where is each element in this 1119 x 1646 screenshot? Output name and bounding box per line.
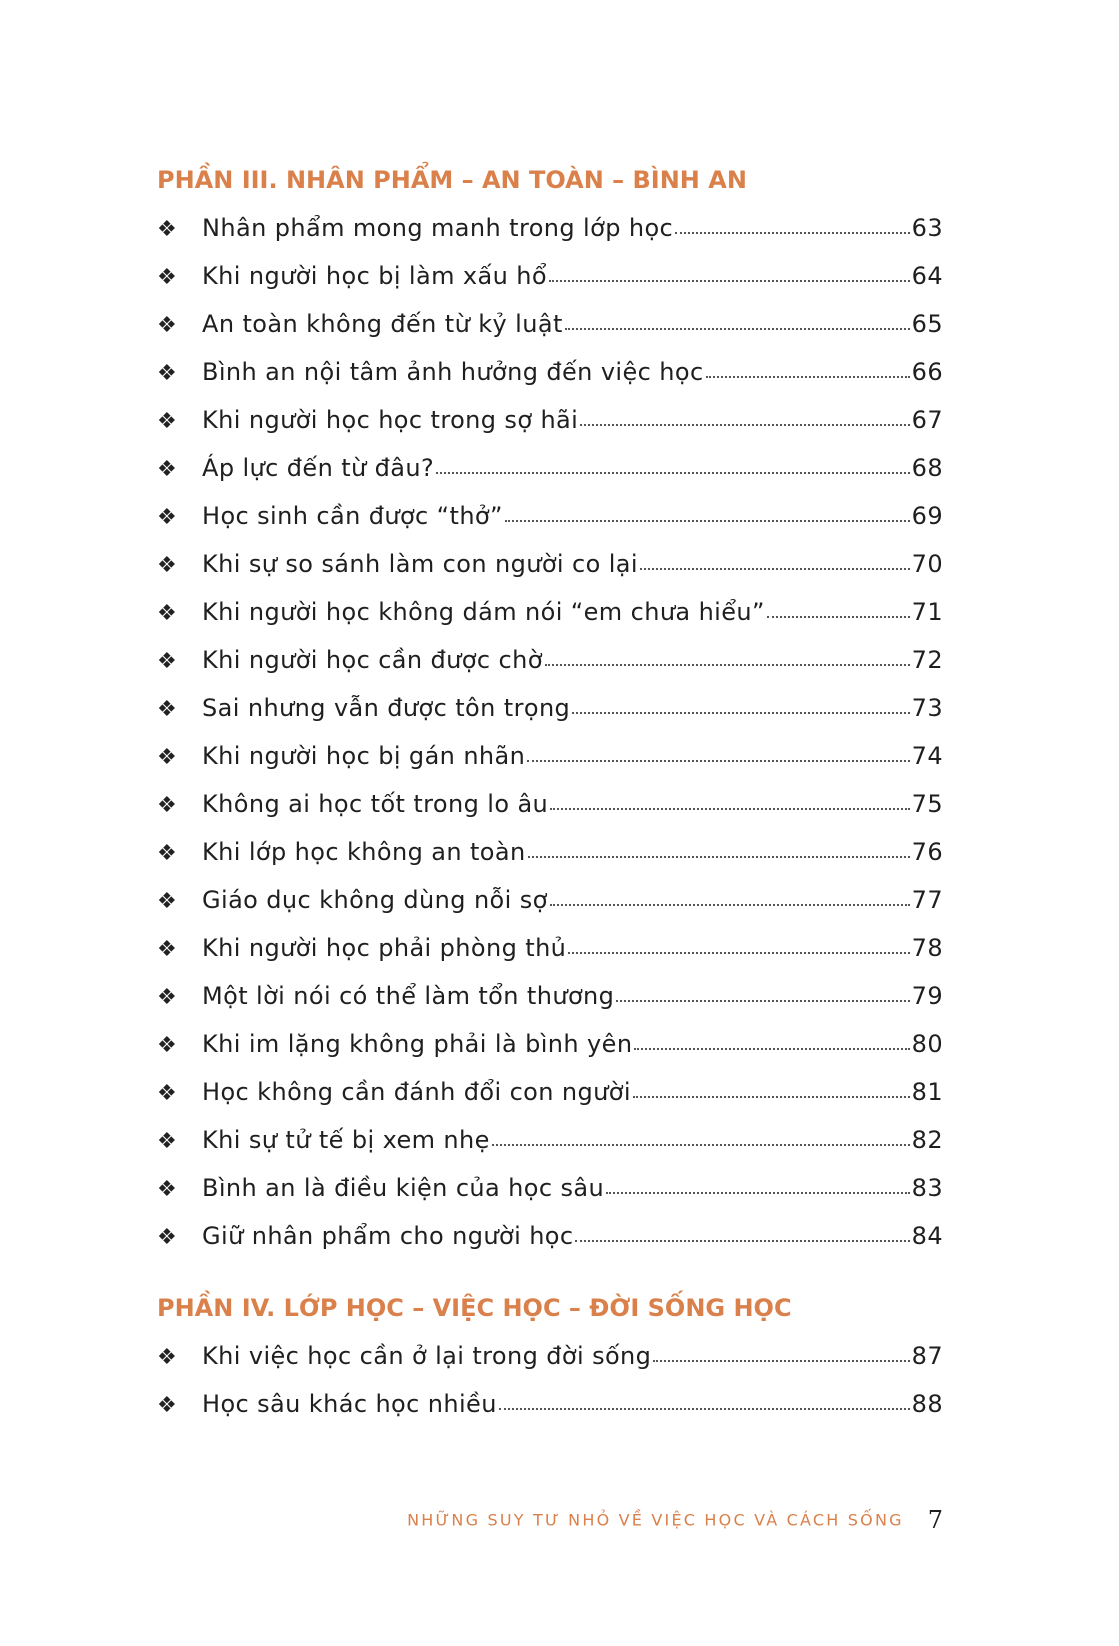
entry-page-number: 70 — [911, 550, 943, 578]
bullet-icon: ❖ — [157, 841, 178, 866]
entry-title: Khi sự tử tế bị xem nhẹ — [202, 1126, 490, 1154]
dot-leader — [606, 1192, 910, 1194]
dot-leader — [436, 472, 909, 474]
toc-entry — [157, 444, 943, 492]
bullet-icon: ❖ — [157, 217, 178, 242]
dot-leader — [634, 1048, 909, 1050]
toc-entry — [157, 924, 943, 972]
bullet-icon: ❖ — [157, 265, 178, 290]
toc-entry — [157, 348, 943, 396]
bullet-icon: ❖ — [157, 1081, 178, 1106]
bullet-icon: ❖ — [157, 793, 178, 818]
dot-leader — [616, 1000, 909, 1002]
bullet-icon: ❖ — [157, 937, 178, 962]
toc-section-part-4 — [157, 1288, 943, 1428]
bullet-icon: ❖ — [157, 409, 178, 434]
entry-page-number: 64 — [911, 262, 943, 290]
section-title: PHẦN III. NHÂN PHẨM – AN TOÀN – BÌNH AN — [157, 166, 747, 194]
bullet-icon: ❖ — [157, 1393, 178, 1418]
toc-entry — [157, 1164, 943, 1212]
entry-title: Khi im lặng không phải là bình yên — [202, 1030, 633, 1058]
toc-entry — [157, 1212, 943, 1260]
bullet-icon: ❖ — [157, 697, 178, 722]
running-title: NHỮNG SUY TƯ NHỎ VỀ VIỆC HỌC VÀ CÁCH SỐNG — [407, 1510, 904, 1530]
entry-page-number: 82 — [911, 1126, 943, 1154]
entry-page-number: 88 — [911, 1390, 943, 1418]
toc-entry — [157, 684, 943, 732]
toc-entry — [157, 396, 943, 444]
dot-leader — [565, 328, 910, 330]
toc-entry — [157, 492, 943, 540]
toc-entry — [157, 1116, 943, 1164]
bullet-icon: ❖ — [157, 745, 178, 770]
entry-page-number: 79 — [911, 982, 943, 1010]
bullet-icon: ❖ — [157, 889, 178, 914]
entry-title: Bình an là điều kiện của học sâu — [202, 1174, 605, 1202]
page-number: 7 — [927, 1506, 943, 1534]
toc-entry — [157, 636, 943, 684]
bullet-icon: ❖ — [157, 1345, 178, 1370]
toc-entry — [157, 1020, 943, 1068]
entry-title: Giáo dục không dùng nỗi sợ — [202, 886, 548, 914]
entry-page-number: 72 — [911, 646, 943, 674]
dot-leader — [527, 760, 909, 762]
bullet-icon: ❖ — [157, 649, 178, 674]
entry-title: Học sâu khác học nhiều — [202, 1390, 497, 1418]
bullet-icon: ❖ — [157, 361, 178, 386]
entry-title: Áp lực đến từ đâu? — [202, 454, 435, 482]
bullet-icon: ❖ — [157, 1033, 178, 1058]
entry-title: Học sinh cần được “thở” — [202, 502, 503, 530]
dot-leader — [492, 1144, 910, 1146]
entry-page-number: 84 — [911, 1222, 943, 1250]
toc-list — [157, 1332, 943, 1428]
entry-title: Bình an nội tâm ảnh hưởng đến việc học — [202, 358, 704, 386]
entry-title: Khi người học bị làm xấu hổ — [202, 262, 547, 290]
toc-entry — [157, 1380, 943, 1428]
dot-leader — [568, 952, 909, 954]
toc-entry — [157, 972, 943, 1020]
entry-page-number: 83 — [911, 1174, 943, 1202]
toc-entry — [157, 540, 943, 588]
entry-title: Nhân phẩm mong manh trong lớp học — [202, 214, 674, 242]
entry-page-number: 73 — [911, 694, 943, 722]
toc-entry — [157, 780, 943, 828]
dot-leader — [528, 856, 910, 858]
entry-title: Khi người học bị gán nhãn — [202, 742, 526, 770]
entry-page-number: 77 — [911, 886, 943, 914]
page-footer — [0, 1506, 943, 1534]
entry-title: Khi lớp học không an toàn — [202, 838, 526, 866]
bullet-icon: ❖ — [157, 1177, 178, 1202]
toc-entry — [157, 300, 943, 348]
toc-entry — [157, 588, 943, 636]
entry-page-number: 80 — [911, 1030, 943, 1058]
dot-leader — [706, 376, 910, 378]
dot-leader — [572, 712, 909, 714]
entry-page-number: 71 — [911, 598, 943, 626]
dot-leader — [505, 520, 910, 522]
toc-entry — [157, 1068, 943, 1116]
entry-page-number: 65 — [911, 310, 943, 338]
dot-leader — [767, 616, 910, 618]
dot-leader — [499, 1408, 910, 1410]
toc-entry — [157, 204, 943, 252]
entry-title: Khi người học cần được chờ — [202, 646, 543, 674]
entry-page-number: 69 — [911, 502, 943, 530]
entry-title: Khi sự so sánh làm con người co lại — [202, 550, 638, 578]
entry-title: Khi người học không dám nói “em chưa hiểu” — [202, 598, 765, 626]
entry-title: An toàn không đến từ kỷ luật — [202, 310, 563, 338]
entry-page-number: 63 — [911, 214, 943, 242]
entry-page-number: 81 — [911, 1078, 943, 1106]
entry-title: Không ai học tốt trong lo âu — [202, 790, 549, 818]
entry-page-number: 76 — [911, 838, 943, 866]
entry-title: Khi việc học cần ở lại trong đời sống — [202, 1342, 652, 1370]
dot-leader — [550, 904, 910, 906]
bullet-icon: ❖ — [157, 313, 178, 338]
bullet-icon: ❖ — [157, 1129, 178, 1154]
dot-leader — [580, 424, 909, 426]
dot-leader — [675, 232, 909, 234]
bullet-icon: ❖ — [157, 553, 178, 578]
entry-title: Khi người học phải phòng thủ — [202, 934, 567, 962]
toc-entry — [157, 1332, 943, 1380]
entry-title: Sai nhưng vẫn được tôn trọng — [202, 694, 571, 722]
entry-page-number: 67 — [911, 406, 943, 434]
toc-entry — [157, 732, 943, 780]
dot-leader — [550, 808, 909, 810]
bullet-icon: ❖ — [157, 601, 178, 626]
dot-leader — [575, 1240, 909, 1242]
toc-entry — [157, 828, 943, 876]
toc-entry — [157, 252, 943, 300]
toc-entry — [157, 876, 943, 924]
entry-page-number: 74 — [911, 742, 943, 770]
entry-page-number: 87 — [911, 1342, 943, 1370]
dot-leader — [549, 280, 910, 282]
dot-leader — [545, 664, 910, 666]
entry-title: Giữ nhân phẩm cho người học — [202, 1222, 574, 1250]
entry-page-number: 68 — [911, 454, 943, 482]
dot-leader — [640, 568, 910, 570]
toc-section-part-3 — [157, 160, 943, 1260]
entry-title: Một lời nói có thể làm tổn thương — [202, 982, 615, 1010]
entry-page-number: 78 — [911, 934, 943, 962]
entry-page-number: 75 — [911, 790, 943, 818]
section-title: PHẦN IV. LỚP HỌC – VIỆC HỌC – ĐỜI SỐNG HỌC — [157, 1294, 792, 1322]
entry-page-number: 66 — [911, 358, 943, 386]
bullet-icon: ❖ — [157, 505, 178, 530]
bullet-icon: ❖ — [157, 457, 178, 482]
bullet-icon: ❖ — [157, 985, 178, 1010]
bullet-icon: ❖ — [157, 1225, 178, 1250]
entry-title: Khi người học học trong sợ hãi — [202, 406, 579, 434]
entry-title: Học không cần đánh đổi con người — [202, 1078, 631, 1106]
dot-leader — [633, 1096, 910, 1098]
toc-list — [157, 204, 943, 1260]
dot-leader — [653, 1360, 909, 1362]
